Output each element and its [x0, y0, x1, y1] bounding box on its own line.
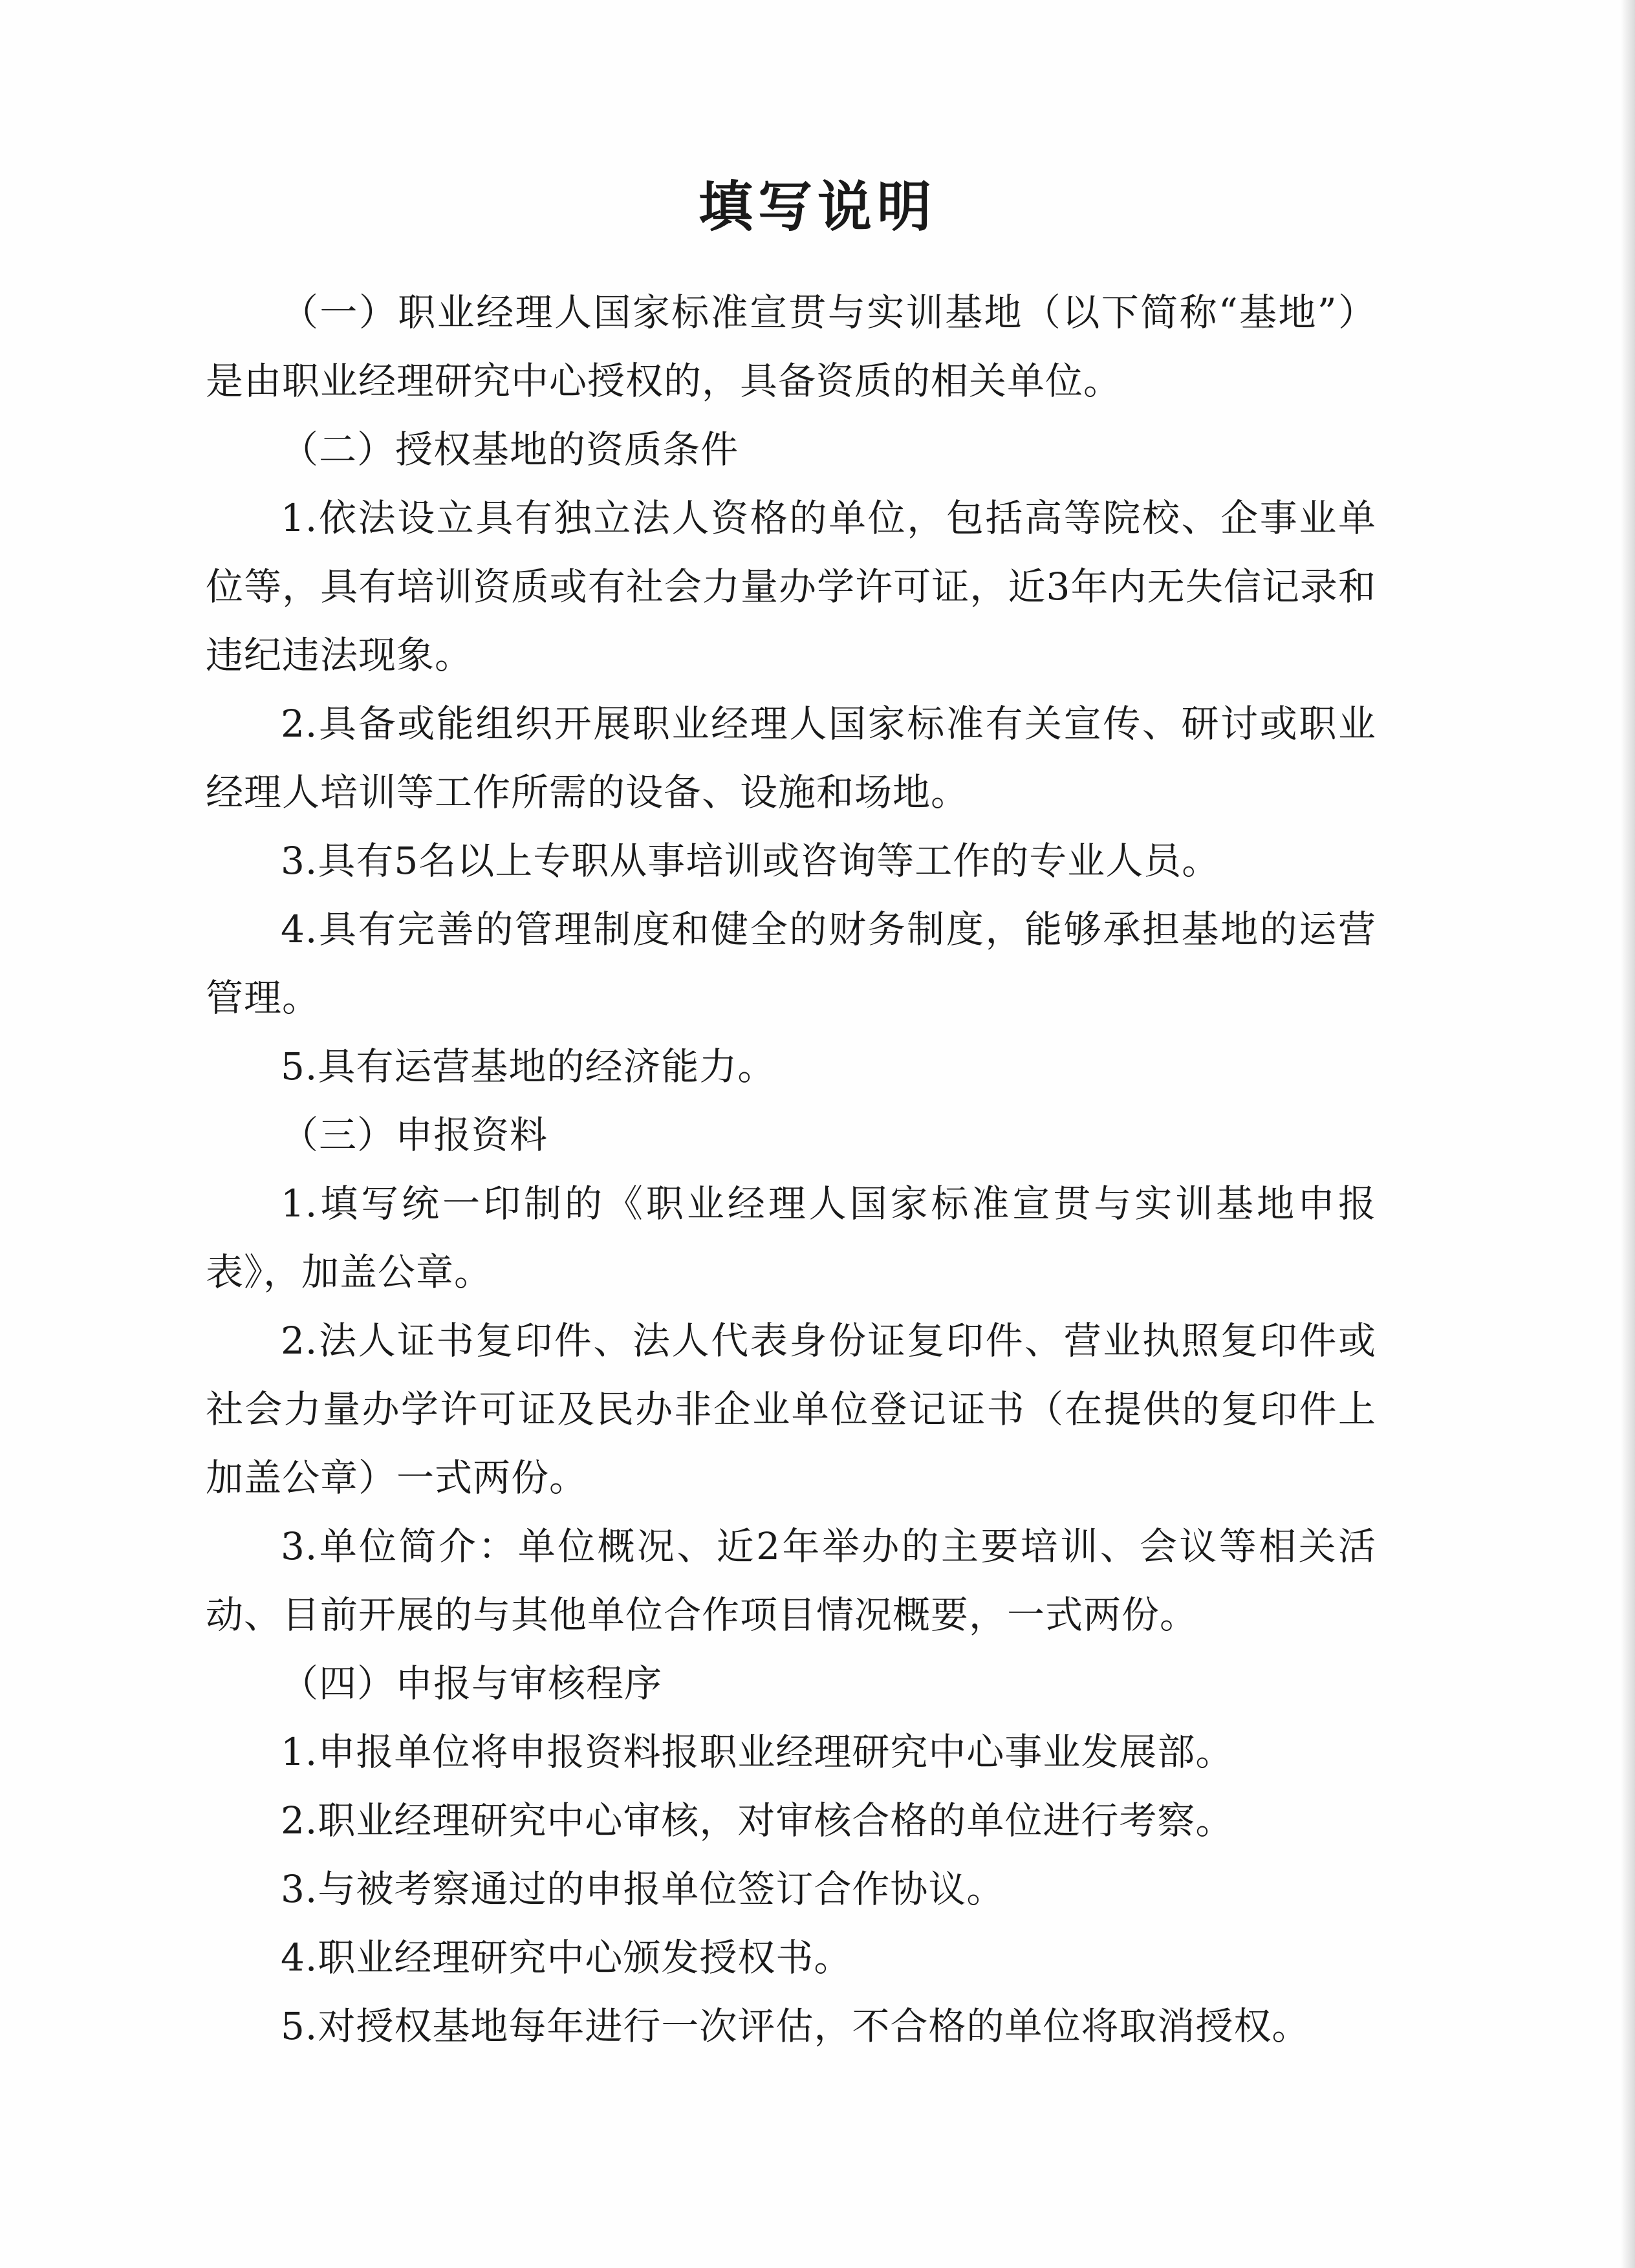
section-3-item-2: 2.法人证书复印件、法人代表身份证复印件、营业执照复印件或社会力量办学许可证及民办非企业单位登记证书（在提供的复印件上加盖公章）一式两份。: [206, 1319, 1376, 1500]
section-3-item-3: 3.单位简介：单位概况、近2年举办的主要培训、会议等相关活动、目前开展的与其他单位合作项目情况概要，一式两份。: [206, 1524, 1376, 1637]
section-2-item-5: 5.具有运营基地的经济能力。: [281, 1044, 776, 1088]
section-4-heading: （四）申报与审核程序: [281, 1661, 663, 1705]
section-3-item-1: 1.填写统一印制的《职业经理人国家标准宣贯与实训基地申报表》，加盖公章。: [206, 1182, 1376, 1294]
section-4-item-4: 4.职业经理研究中心颁发授权书。: [281, 1936, 852, 1980]
section-2-item-2: 2.具备或能组织开展职业经理人国家标准有关宣传、研讨或职业经理人培训等工作所需的设备、设施和场地。: [206, 702, 1376, 814]
section-2-item-3: 3.具有5名以上专职从事培训或咨询等工作的专业人员。: [281, 839, 1220, 883]
section-3-heading: （三）申报资料: [281, 1113, 548, 1157]
section-4-item-2: 2.职业经理研究中心审核，对审核合格的单位进行考察。: [281, 1798, 1234, 1842]
document-body: [206, 278, 1376, 2060]
section-2-item-4: 4.具有完善的管理制度和健全的财务制度，能够承担基地的运营管理。: [206, 907, 1376, 1020]
section-4-item-3: 3.与被考察通过的申报单位签订合作协议。: [281, 1867, 1005, 1911]
section-2-item-1: 1.依法设立具有独立法人资格的单位，包括高等院校、企事业单位等，具有培训资质或有社会力量办学许可证，近3年内无失信记录和违纪违法现象。: [206, 496, 1376, 677]
section-1-intro: （一）职业经理人国家标准宣贯与实训基地（以下简称“基地”）是由职业经理研究中心授权的，具备资质的相关单位。: [206, 290, 1376, 403]
section-2-heading: （二）授权基地的资质条件: [281, 427, 739, 471]
page-title: 填写说明: [698, 175, 937, 239]
section-4-item-1: 1.申报单位将申报资料报职业经理研究中心事业发展部。: [281, 1730, 1234, 1774]
scan-edge-shadow: [1621, 0, 1635, 2268]
section-4-item-5: 5.对授权基地每年进行一次评估，不合格的单位将取消授权。: [281, 2004, 1310, 2048]
